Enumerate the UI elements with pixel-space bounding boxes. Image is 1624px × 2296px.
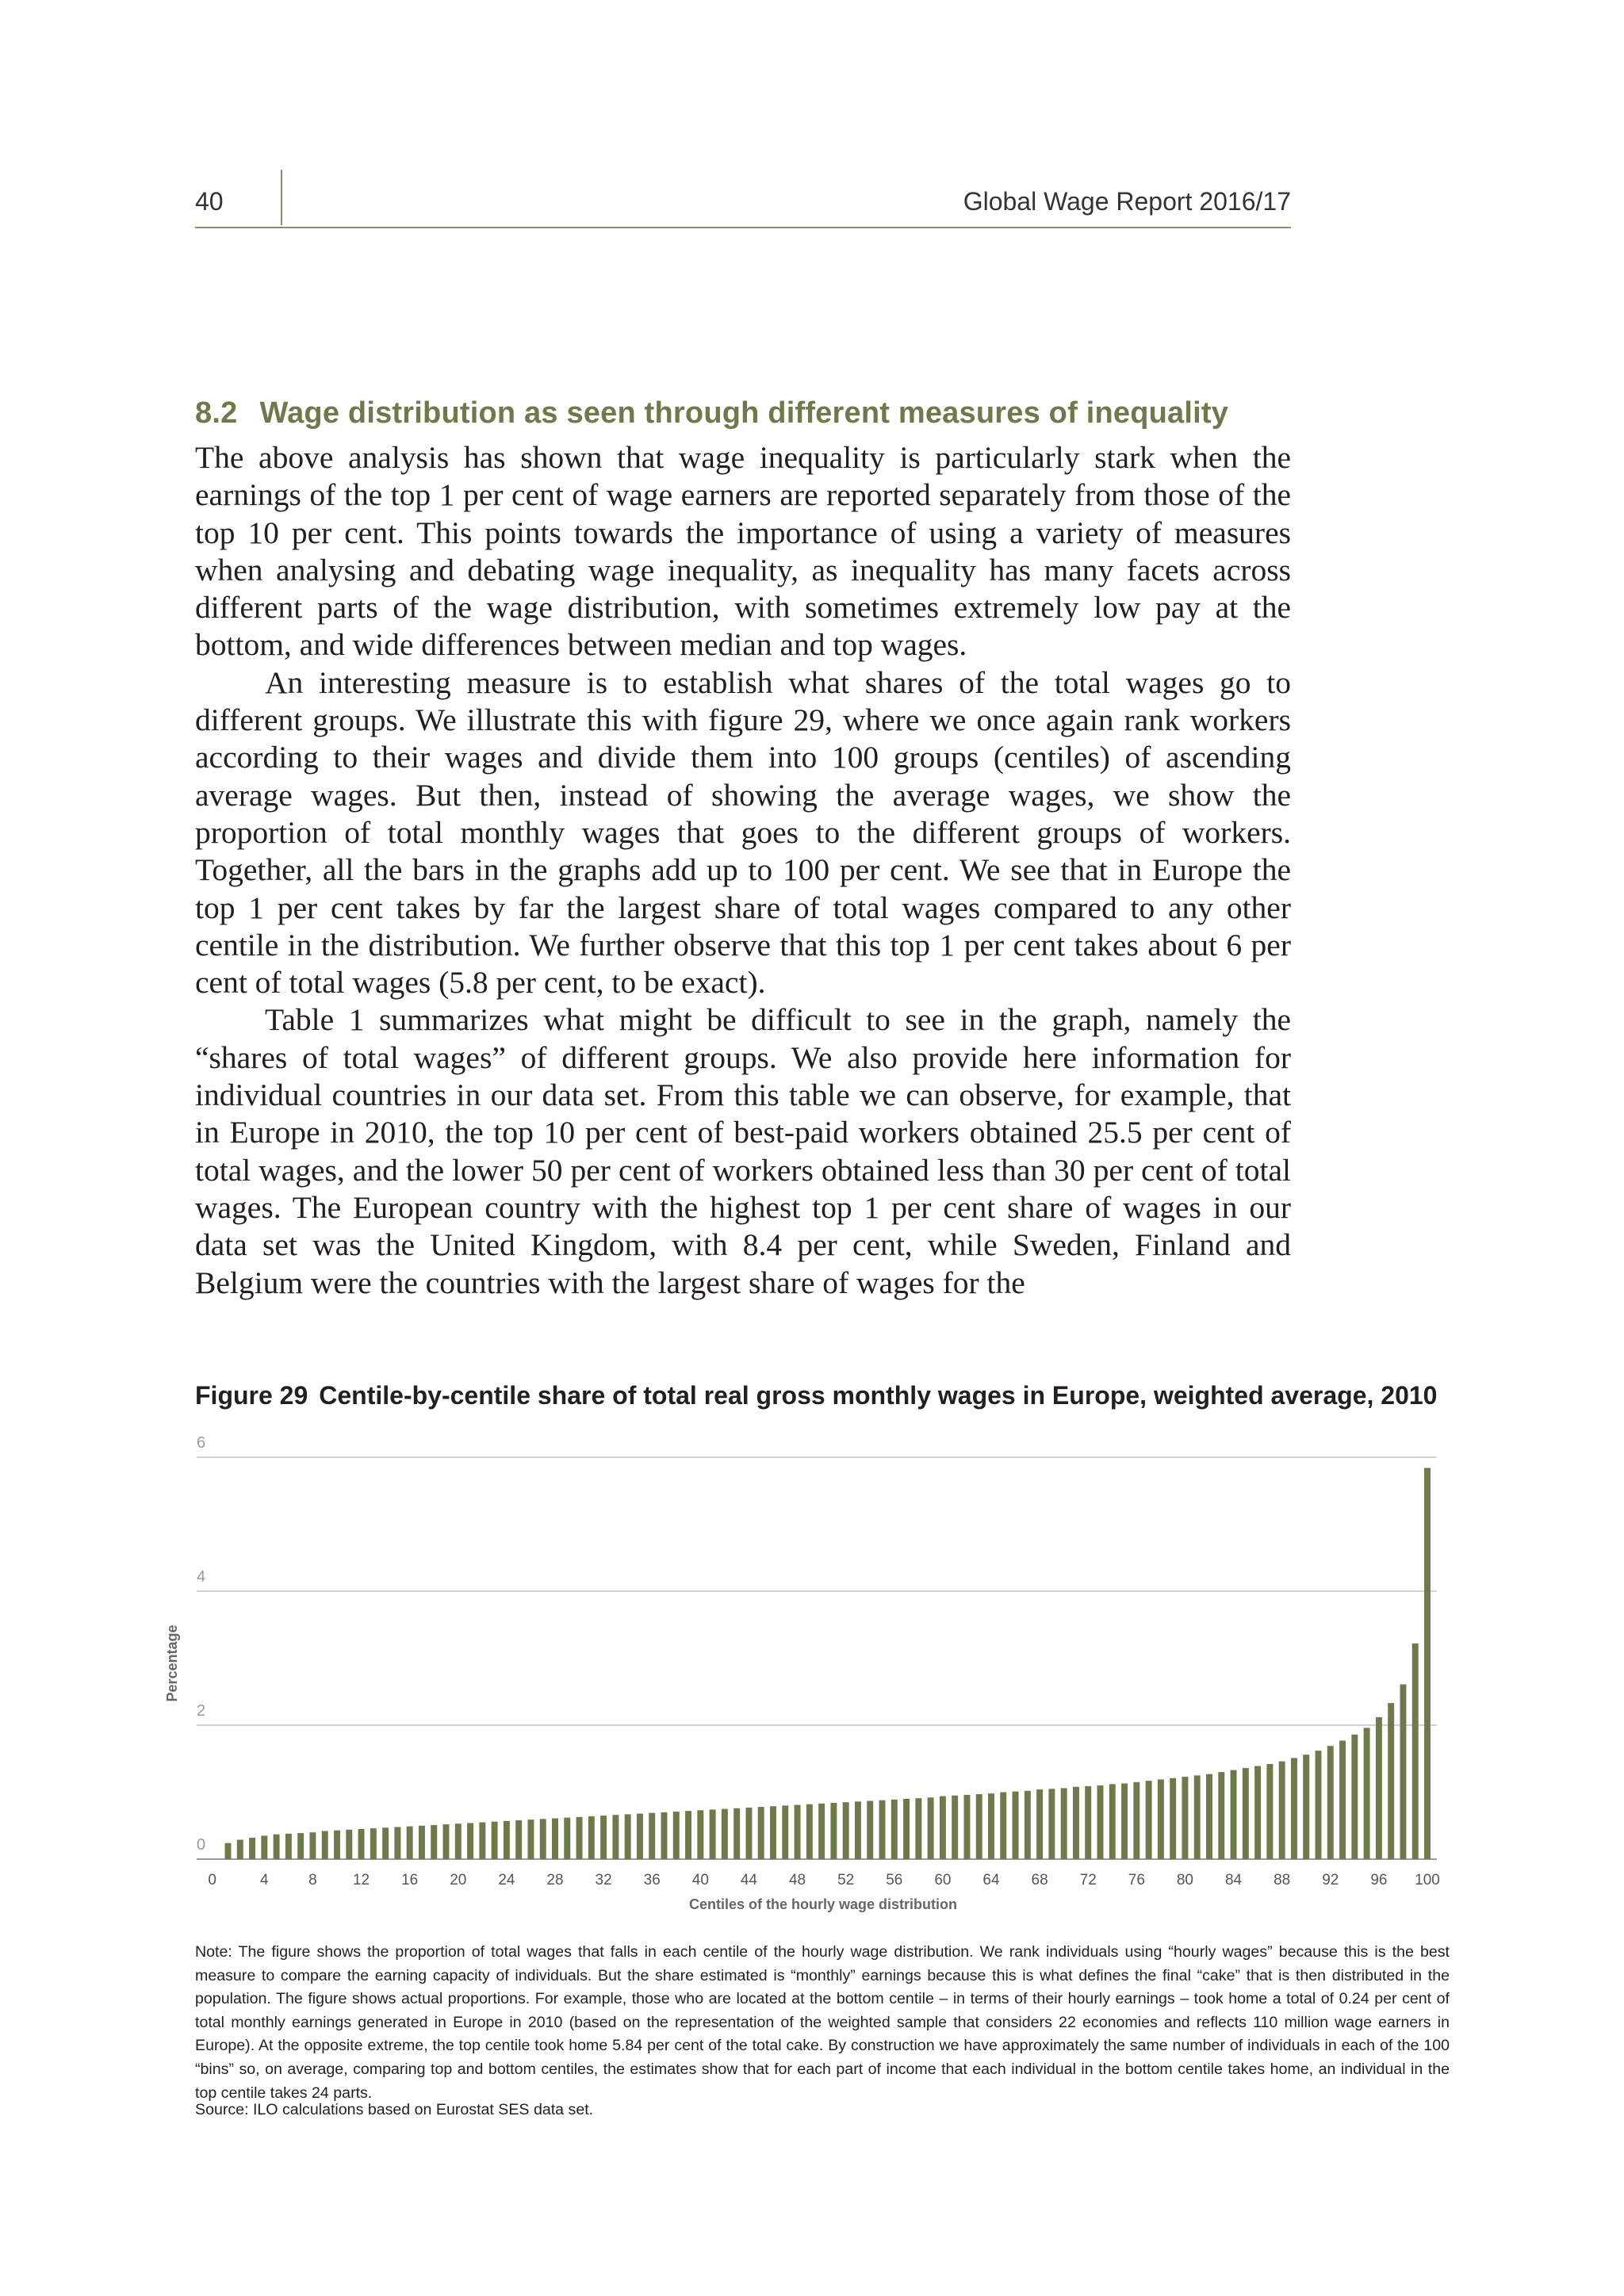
bar [1013,1792,1019,1859]
bar [770,1806,776,1859]
x-tick-label: 44 [740,1872,758,1888]
x-tick-label: 16 [401,1872,419,1888]
x-tick-label: 84 [1224,1872,1243,1888]
bar [1133,1782,1139,1859]
bar [334,1831,340,1859]
bar [1036,1789,1043,1859]
bar [540,1819,546,1859]
x-tick-label: 32 [595,1872,612,1888]
x-tick-label: 68 [1031,1872,1048,1888]
bar [274,1835,280,1859]
paragraph: An interesting measure is to establish what shares of the total wages go to different groups. We illustrate this with figure 29, where we once again rank workers according to their wages and divide them into 100 groups (centiles) of ascending average wages. But then, instead of showing the average wages, we show the proportion of total monthly wages that goes to the different groups of workers. Together, all the bars in the graphs add up to 100 per cent. We see that in Europe the top 1 per cent takes by far the largest share of total wages compared to any other centile in the distribution. We further observe that this top 1 per cent takes about 6 per cent of total wages (5.8 per cent, to be exact). [195,664,1291,1001]
section-number: 8.2 [195,396,238,430]
report-title: Global Wage Report 2016/17 [963,187,1291,216]
y-axis-label: Percentage [164,1624,180,1702]
figure-label: Figure 29 [195,1381,308,1410]
bar [625,1814,631,1859]
x-tick-label: 20 [450,1872,467,1888]
bar [710,1809,716,1859]
bar [564,1818,570,1859]
bar [758,1807,764,1859]
bar [1085,1786,1091,1859]
x-tick-label: 24 [498,1872,515,1888]
x-axis-label: Centiles of the hourly wage distribution [688,1896,958,1912]
bar [685,1811,691,1859]
section-title: Wage distribution as seen through different measures of inequality [259,396,1229,430]
bar [394,1827,400,1859]
x-tick-label: 100 [1415,1872,1440,1888]
bar [455,1823,462,1859]
bar [1243,1768,1249,1859]
bar [419,1826,425,1859]
bar [745,1808,752,1859]
x-tick-label: 8 [308,1872,317,1888]
bar [1121,1784,1128,1859]
bar [370,1828,377,1859]
bar [830,1803,837,1859]
bar [1266,1764,1273,1859]
bar [358,1829,365,1859]
x-tick-label: 56 [886,1872,903,1888]
bar [1339,1740,1346,1859]
paragraph: Table 1 summarizes what might be difficult to see in the graph, namely the “shares of total wages” of different groups. We also provide here information for individual countries in our data set. From this table we can observe, for example, that in Europe in 2010, the top 10 per cent of best-paid workers obtained 25.5 per cent of total wages, and the lower 50 per cent of workers obtained less than 30 per cent of total wages. The European country with the highest top 1 per cent share of wages in our data set was the United Kingdom, with 8.4 per cent, while Sweden, Finland and Belgium were the countries with the largest share of wages for the [195,1002,1291,1300]
bar [576,1817,583,1859]
paragraph: The above analysis has shown that wage inequality is particularly stark when the earnings of the top 1 per cent of wage earners are reported separately from those of the top 10 per cent. This points towards the importance of using a variety of measures when analysing and debating wage inequality, as inequality has many facets across different parts of the wage distribution, with sometimes extremely low pay at the bottom, and wide differences between median and top wages. [195,440,1291,663]
bar [637,1814,643,1859]
bar [1351,1735,1358,1859]
section-heading [195,396,1228,430]
x-tick-label: 48 [788,1872,806,1888]
header-divider [281,170,282,225]
bar [867,1800,873,1859]
bar [515,1820,522,1859]
x-tick-label: 4 [260,1872,269,1888]
bar [467,1823,473,1859]
bar [431,1825,437,1859]
bar [588,1816,595,1859]
bar [903,1799,910,1859]
bar [504,1821,510,1859]
bar [879,1800,886,1859]
bar [1424,1468,1431,1859]
y-tick-label: 6 [197,1434,206,1452]
bar [527,1820,534,1859]
bar [1388,1703,1394,1859]
bar [249,1838,255,1859]
bar [963,1795,970,1859]
x-tick-label: 72 [1079,1872,1097,1888]
bar [818,1804,825,1859]
figure-source: Source: ILO calculations based on Eurostat SES data set. [195,2101,594,2118]
bar [1061,1788,1067,1859]
bar [1400,1684,1406,1859]
bar [1158,1779,1164,1859]
x-tick-label: 40 [691,1872,709,1888]
figure-caption: Centile-by-centile share of total real gross monthly wages in Europe, weighted average, 2010 [319,1381,1438,1410]
bar [443,1824,450,1859]
bar [843,1802,849,1859]
bar [600,1816,607,1859]
x-tick-label: 28 [546,1872,564,1888]
y-tick-label: 2 [197,1702,206,1720]
bar [673,1812,680,1859]
bar [237,1839,243,1859]
bar [1327,1746,1334,1859]
bar [1279,1762,1285,1859]
bar [1182,1777,1188,1859]
bar [1254,1766,1261,1859]
bar [1170,1778,1176,1859]
bar [940,1797,946,1859]
x-tick-label: 92 [1322,1872,1339,1888]
bar [733,1808,740,1859]
bar [1146,1781,1152,1859]
bar [1364,1728,1370,1859]
x-tick-label: 64 [982,1872,1000,1888]
x-tick-label: 60 [934,1872,952,1888]
bar [915,1798,921,1859]
bar-chart [159,1427,1467,1919]
body-text [195,439,1291,1302]
bar [1097,1785,1104,1859]
bar [697,1810,703,1859]
bar [1412,1644,1419,1859]
bar [976,1794,982,1859]
bar [407,1827,413,1859]
bar [1316,1751,1322,1859]
x-tick-labels [208,1872,1440,1888]
bar [285,1834,292,1859]
bar [1291,1758,1297,1859]
bar [1194,1775,1201,1859]
bar [782,1805,788,1859]
figure-note: Note: The figure shows the proportion of total wages that falls in each centile of the hourly wage distribution. We rank individuals using “hourly wages” because this is the best measure to compare the earning capacity of individuals. But the share estimated is “monthly” earnings because this is what defines the final “cake” that is then distributed in the population. The figure shows actual proportions. For example, those who are located at the bottom centile – in terms of their hourly earnings – took home a total of 0.24 per cent of total monthly earnings generated in Europe in 2010 (based on the representation of the weighted sample that considers 22 economies and reflects 110 million wage earners in Europe). At the opposite extreme, the top centile took home 5.84 per cent of the total cake. By construction we have approximately the same number of individuals in each of the 100 “bins” so, on average, comparing top and bottom centiles, the estimates show that for each part of income that each individual in the bottom centile takes home, an individual in the top centile takes 24 parts. [195,1943,1450,2102]
page-number: 40 [195,187,224,216]
bar [1376,1717,1382,1859]
bar [722,1809,728,1859]
bar [928,1797,934,1859]
x-tick-label: 76 [1128,1872,1145,1888]
bar [1000,1793,1006,1860]
bar [1231,1770,1237,1859]
bar [1073,1787,1079,1859]
bar [1048,1789,1055,1859]
y-tick-labels [197,1434,205,1854]
bar [952,1796,958,1859]
bar [261,1835,267,1859]
bar [612,1815,619,1859]
bar [309,1832,316,1859]
bar [891,1800,898,1859]
x-tick-label: 0 [208,1872,216,1888]
x-tick-label: 80 [1176,1872,1194,1888]
x-tick-label: 36 [643,1872,661,1888]
bar [1025,1791,1031,1859]
x-tick-label: 88 [1274,1872,1291,1888]
bar [552,1818,558,1859]
bar [661,1812,668,1859]
x-tick-label: 96 [1370,1872,1388,1888]
bar [988,1793,994,1859]
bar [1109,1784,1116,1859]
y-tick-label: 0 [197,1836,206,1854]
bar [795,1805,801,1859]
x-tick-label: 52 [837,1872,855,1888]
bar [1206,1774,1212,1859]
bar [1303,1755,1309,1859]
gridlines [197,1457,1437,1859]
bar [1218,1772,1224,1859]
bar [855,1801,861,1859]
bar [297,1833,304,1859]
figure-title [195,1381,1437,1410]
bar [225,1843,232,1859]
bar [492,1822,498,1859]
bars [225,1468,1431,1859]
bar [649,1813,655,1859]
bar [346,1830,352,1859]
bar [479,1823,485,1859]
page-header [195,170,1291,228]
bar [322,1831,328,1859]
x-tick-label: 12 [352,1872,370,1888]
bar [806,1804,813,1859]
bar [382,1827,389,1859]
y-tick-label: 4 [197,1568,206,1586]
